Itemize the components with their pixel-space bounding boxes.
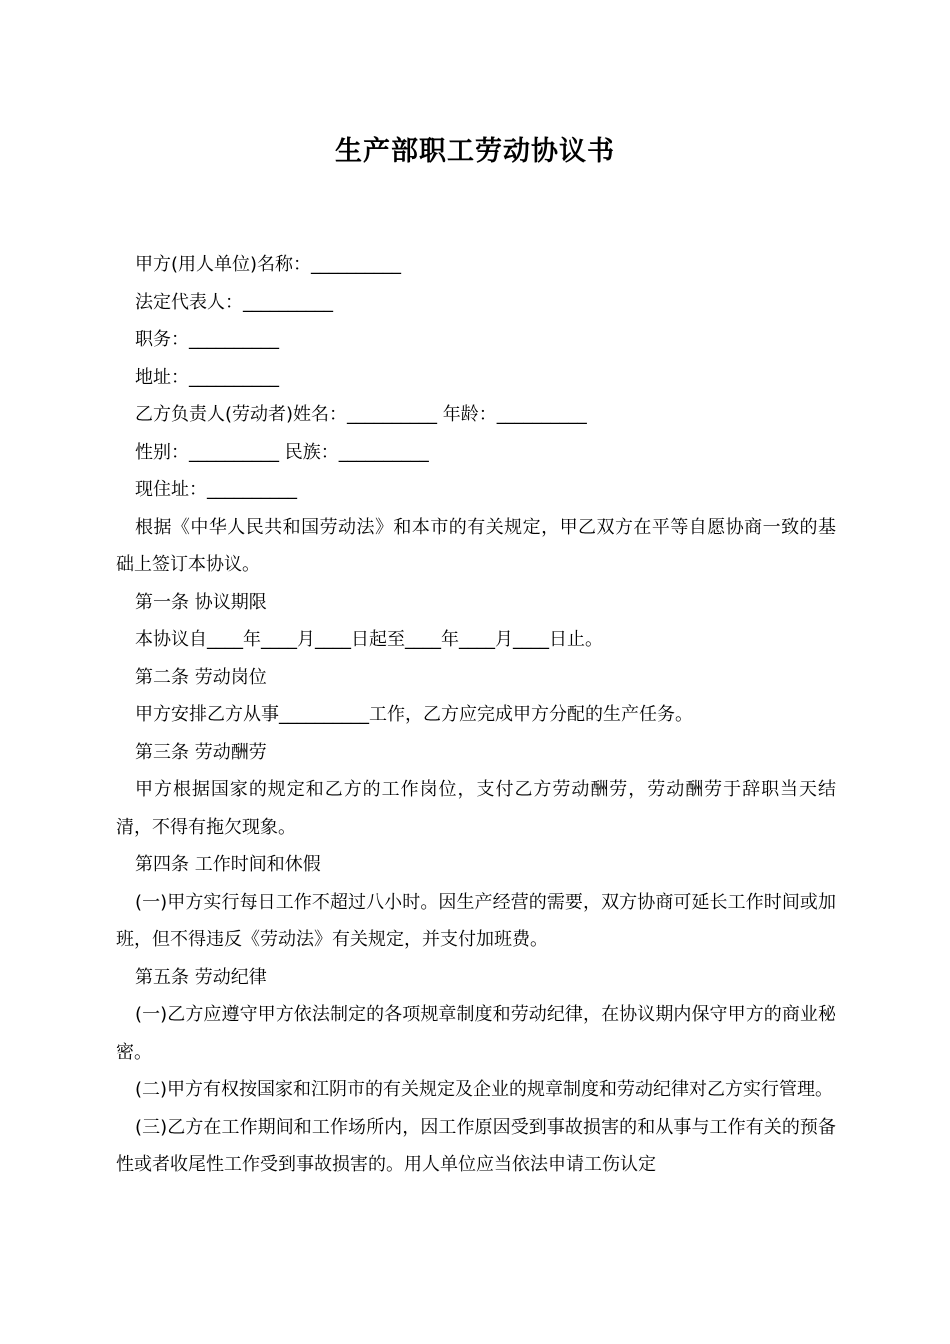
party-a-name-line: 甲方(用人单位)名称：__________ (135, 254, 402, 275)
article-5-heading: 第五条 劳动纪律 (135, 966, 267, 988)
legal-representative-line: 法定代表人：__________ (135, 291, 333, 313)
gender-ethnicity-line: 性别：__________ 民族：__________ (135, 441, 429, 463)
article-3-heading: 第三条 劳动酬劳 (135, 741, 267, 763)
position-line: 职务：__________ (135, 329, 279, 350)
article-4-clause-1: (一)甲方实行每日工作不超过八小时。因生产经营的需要，双方协商可延长工作时间或加班，但不得违反《劳动法》有关规定，并支付加班费。 (116, 891, 836, 950)
address-line: 地址：__________ (135, 366, 279, 388)
article-3-text: 甲方根据国家的规定和乙方的工作岗位，支付乙方劳动酬劳，劳动酬劳于辞职当天结清，不得有拖欠现象。 (116, 779, 836, 838)
article-5-clause-3: (三)乙方在工作期间和工作场所内，因工作原因受到事故损害的和从事与工作有关的预备性或者收尾性工作受到事故损害的。用人单位应当依法申请工伤认定 (116, 1116, 836, 1175)
document-title: 生产部职工劳动协议书 (335, 136, 615, 167)
article-1-heading: 第一条 协议期限 (135, 591, 267, 613)
party-b-name-age-line: 乙方负责人(劳动者)姓名：__________ 年龄：__________ (135, 404, 587, 425)
article-2-text: 甲方安排乙方从事__________工作，乙方应完成甲方分配的生产任务。 (135, 704, 693, 725)
article-2-heading: 第二条 劳动岗位 (135, 666, 267, 688)
current-address-line: 现住址：__________ (135, 479, 297, 500)
preamble-paragraph: 根据《中华人民共和国劳动法》和本市的有关规定，甲乙双方在平等自愿协商一致的基础上签订本协议。 (116, 516, 836, 575)
article-1-text: 本协议自____年____月____日起至____年____月____日止。 (135, 629, 603, 650)
article-4-heading: 第四条 工作时间和休假 (135, 854, 321, 875)
article-5-clause-2: (二)甲方有权按国家和江阴市的有关规定及企业的规章制度和劳动纪律对乙方实行管理。 (135, 1079, 834, 1100)
document-body (116, 246, 836, 1184)
article-5-clause-1: (一)乙方应遵守甲方依法制定的各项规章制度和劳动纪律，在协议期内保守甲方的商业秘密。 (116, 1004, 836, 1063)
